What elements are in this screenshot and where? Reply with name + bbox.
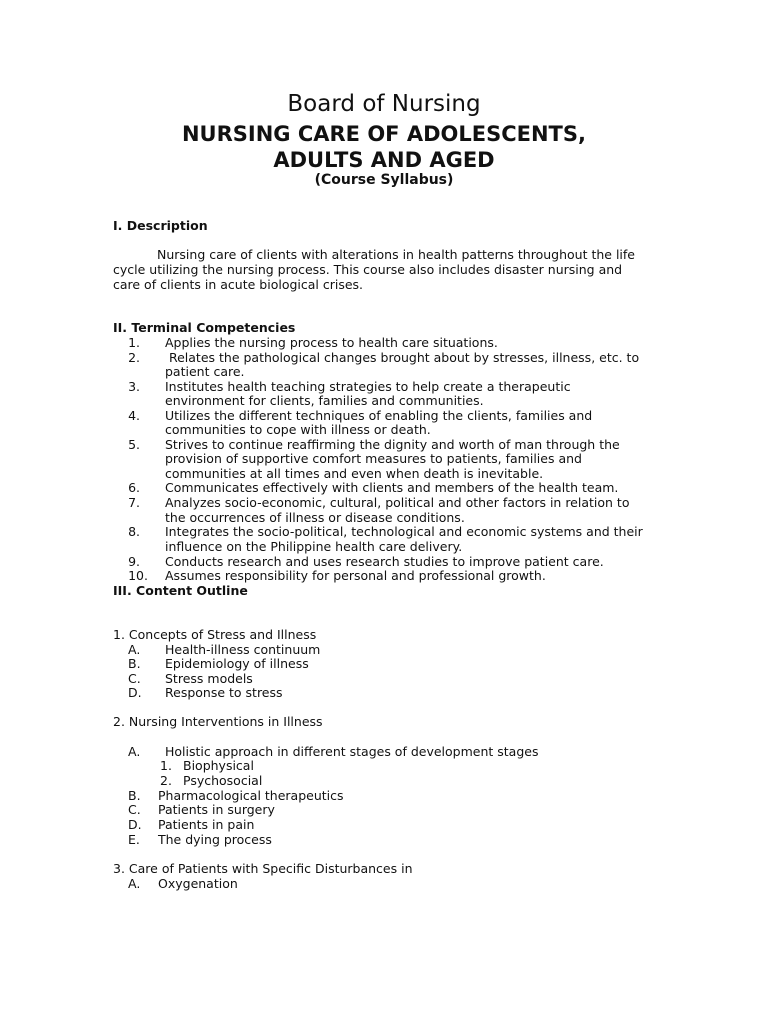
competency-number: 6. [128,480,140,495]
outline-item-letter: B. [128,656,141,671]
competency-text: influence on the Philippine health care delivery. [165,539,463,554]
outline-heading: III. Content Outline [113,583,248,598]
competency-text: the occurrences of illness or disease conditions. [165,510,465,525]
competency-text: patient care. [165,364,245,379]
document-subtitle: (Course Syllabus) [314,172,454,188]
outline-section-title: 2. Nursing Interventions in Illness [113,714,323,729]
competency-text: Applies the nursing process to health care situations. [165,335,498,350]
outline-item-letter: A. [128,744,141,759]
description-heading: I. Description [113,218,208,233]
competency-text: provision of supportive comfort measures to patients, families and [165,451,582,466]
competency-number: 7. [128,495,140,510]
outline-subitem-text: Biophysical [183,758,254,773]
competency-text: Strives to continue reaffirming the dignity and worth of man through the [165,437,620,452]
outline-item-text: Stress models [165,671,253,686]
outline-item-letter: A. [128,876,141,891]
outline-item-text: Health-illness continuum [165,642,321,657]
outline-item-text: Holistic approach in different stages of development stages [165,744,539,759]
outline-item-text: Patients in surgery [158,802,275,817]
outline-subitem-number: 2. [160,773,172,788]
competency-number: 9. [128,554,140,569]
competencies-heading: II. Terminal Competencies [113,320,296,335]
competency-text: Conducts research and uses research studies to improve patient care. [165,554,604,569]
competency-text: Assumes responsibility for personal and professional growth. [165,568,546,583]
competency-number: 2. [128,350,140,365]
outline-item-text: Pharmacological therapeutics [158,788,344,803]
competency-number: 4. [128,408,140,423]
competency-number: 5. [128,437,140,452]
competency-number: 10. [128,568,148,583]
outline-item-text: Patients in pain [158,817,255,832]
outline-item-letter: C. [128,671,141,686]
outline-item-text: Epidemiology of illness [165,656,309,671]
outline-item-text: Oxygenation [158,876,238,891]
competency-text: Relates the pathological changes brought about by stresses, illness, etc. to [165,350,640,365]
competency-number: 8. [128,524,140,539]
outline-item-letter: D. [128,817,142,832]
org-name: Board of Nursing [287,91,481,117]
outline-item-text: Response to stress [165,685,283,700]
outline-subitem-text: Psychosocial [183,773,263,788]
outline-item-letter: E. [128,832,140,847]
competency-text: Analyzes socio-economic, cultural, political and other factors in relation to [165,495,630,510]
competency-text: Utilizes the different techniques of enabling the clients, families and [165,408,593,423]
description-text: Nursing care of clients with alterations in health patterns throughout the life cycle utilizing the nursing process. This course also includes disaster nursing and care of clients in acute biological crises. [113,247,635,292]
outline-item-text: The dying process [158,832,272,847]
outline-item-letter: B. [128,788,141,803]
outline-item-letter: D. [128,685,142,700]
outline-subitem-number: 1. [160,758,172,773]
outline-item-letter: C. [128,802,141,817]
competency-text: communities at all times and even when death is inevitable. [165,466,544,481]
outline-item-letter: A. [128,642,141,657]
document-title-line2: ADULTS AND AGED [273,148,495,172]
competency-text: environment for clients, families and communities. [165,393,484,408]
competency-text: Integrates the socio-political, technological and economic systems and their [165,524,643,539]
competency-number: 3. [128,379,140,394]
outline-section-title: 3. Care of Patients with Specific Disturbances in [113,861,413,876]
competency-text: Communicates effectively with clients and members of the health team. [165,480,619,495]
competency-text: communities to cope with illness or death. [165,422,431,437]
outline-section-title: 1. Concepts of Stress and Illness [113,627,317,642]
competency-number: 1. [128,335,140,350]
competency-text: Institutes health teaching strategies to help create a therapeutic [165,379,571,394]
document-title-line1: NURSING CARE OF ADOLESCENTS, [181,122,586,146]
